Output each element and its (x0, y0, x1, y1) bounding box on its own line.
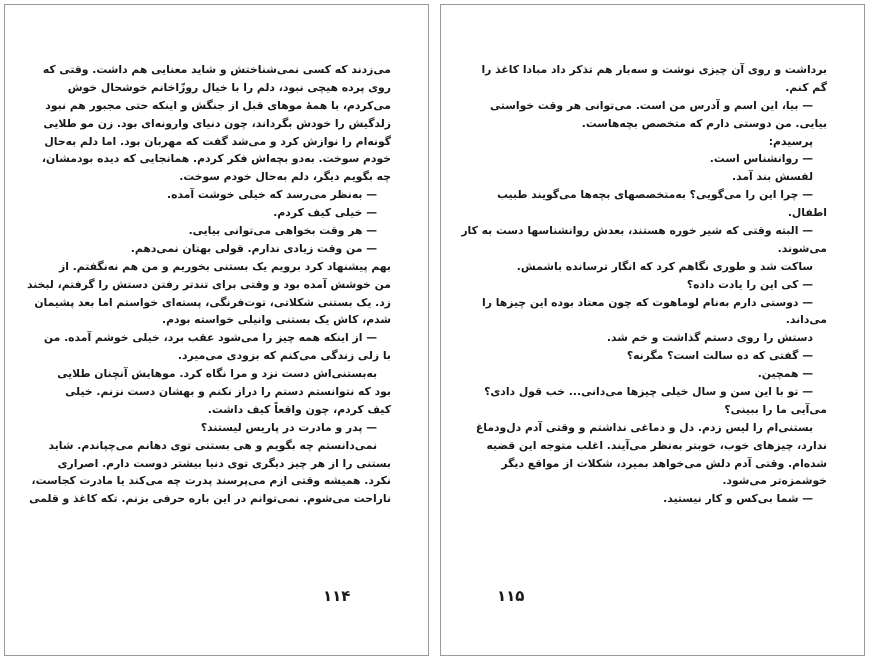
text-line: نکرد. همیشه وقتی ازم می‌پرسند پدرت چه می‌کند یا مادرت کجاست، (31, 474, 391, 488)
text-line: بود که نتوانستم دستم را دراز نکنم و بهشان دست نزنم. خیلی (65, 385, 391, 399)
text-line: خودم سوخت. به‌دو بچه‌اش فکر کردم. همانجایی که دیده بودمشان، (41, 152, 391, 166)
text-line: برداشت و روی آن چیزی نوشت و سه‌بار هم تذکر داد مبادا کاغذ را (481, 63, 827, 76)
text-line: — البته وقتی که شیر خوره هستند، بعدش روانشناسها دست به کار (461, 224, 813, 238)
text-line: — روانشناس است. (709, 152, 813, 166)
text-line: شده‌ام. وقتی آدم دلش می‌خواهد بمیرد، شکلات از مواقع دیگر (501, 456, 827, 470)
text-line: ساکت شد و طوری نگاهم کرد که انگار ترسانده باشمش. (516, 259, 813, 273)
text-line: — خیلی کیف کردم. (273, 206, 377, 220)
text-line: — دوستی دارم به‌نام لوماهوت که چون معتاد بوده این چیزها را (482, 295, 813, 309)
text-line: می‌داند. (785, 313, 827, 327)
text-line: می‌شوند. (777, 241, 827, 255)
text-line: زلدگیش را خودش بگرداند، چون دنیای وارونه‌ای بود. زن مو طلایی (43, 116, 391, 130)
text-line: — هر وقت بخواهی می‌توانی بیایی. (188, 224, 377, 238)
text-line: می‌کردم، با همهٔ موهای قبل از جنگش و اینکه حتی مجبور هم نبود (45, 98, 391, 112)
text-line: بستنی را از هر چیز دیگری توی دنیا بیشتر دوست دارم. اصراری (57, 456, 391, 470)
text-line: با زلی زندگی می‌کنم که بزودی می‌میرد. (177, 349, 391, 363)
right-book-page (440, 4, 865, 656)
text-line: — چرا این را می‌گویی؟ به‌متخصصهای بچه‌ها می‌گویند طبیب (497, 188, 813, 202)
text-line: کیف کردم، چون واقعاً کیف داشت. (207, 402, 391, 416)
text-line: گونه‌ام را نوازش کرد و می‌شد گفت که مهربان بود. اما دلم به‌حال (44, 134, 391, 148)
text-line: بهم پیشنهاد کرد برویم یک بستنی بخوریم و من هم نه‌نگفتم. از (58, 259, 391, 273)
text-line: — همچین. (757, 367, 813, 381)
text-line: — کی این را یادت داده؟ (686, 277, 813, 291)
text-line: می‌آیی ما را ببینی؟ (724, 402, 827, 416)
text-line: — بیا، این اسم و آدرس من است. می‌توانی هر وقت خواستی (489, 98, 813, 112)
right-page-text (461, 61, 827, 508)
text-line: بیایی. من دوستی دارم که متخصص بچه‌هاست. (581, 116, 827, 130)
text-line: — پدر و مادرت در پاریس لیستند؟ (200, 420, 377, 434)
text-line: دستش را روی دستم گذاشت و خم شد. (606, 331, 813, 345)
text-line: زد. یک بستنی شکلاتی، توت‌فرنگی، پسته‌ای خواستم اما بعد پشیمان (34, 295, 391, 309)
text-line: روی پرده هیچی نبود، دلم را با خیال روزّاخانم خوشحال خوش (67, 80, 391, 94)
text-line: ناراحت می‌شوم. نمی‌توانم در این باره حرفی بزنم. تکه کاغذ و قلمی (29, 492, 391, 506)
text-line: — از اینکه همه چیز را می‌شود عقب برد، خیلی خوشم آمده. من (43, 331, 377, 345)
text-line: نمی‌دانستم چه بگویم و هی بستنی توی دهانم می‌چپاندم. شاید (48, 438, 377, 452)
text-line: — به‌نظر می‌رسد که خیلی خوشت آمده. (167, 188, 377, 202)
right-page-number: ۱۱۵ (497, 587, 525, 605)
left-page-text (26, 61, 391, 508)
text-line: اطفال. (787, 206, 827, 220)
text-line: — من وقت زیادی ندارم. قولی بهتان نمی‌دهم. (130, 241, 377, 255)
text-line: ندارد، چیزهای خوب، خوبتر به‌نظر می‌آیند. اغلب متوجه این قضیه (486, 438, 827, 452)
text-line: — شما بی‌کس و کار نیستید. (663, 492, 813, 506)
left-page-number: ۱۱۴ (323, 587, 351, 605)
text-line: شدم، کاش یک بستنی وانیلی خواسته بودم. (162, 313, 391, 327)
text-line: به‌بستنی‌اش دست نزد و مرا نگاه کرد. موهایش آنچنان طلایی (57, 367, 377, 381)
text-line: بستنی‌ام را لیس زدم. دل و دماغی نداشتم و وقتی آدم دل‌ودماغ (475, 420, 813, 434)
text-line: لفسش بند آمد. (731, 170, 813, 184)
left-book-page (4, 4, 429, 656)
text-line: گم کنم. (785, 80, 827, 94)
text-line: می‌زدند که کسی نمی‌شناختش و شاید معنایی هم داشت. وقتی که (42, 63, 391, 76)
text-line: — گفتی که ده سالت است؟ مگرنه؟ (626, 349, 813, 363)
text-line: خوشمزه‌تر می‌شود. (722, 474, 827, 488)
text-line: چه بگویم دیگر، دلم به‌حال خودم سوخت. (179, 170, 391, 184)
text-line: پرسیدم: (768, 134, 813, 148)
text-line: — تو با این سن و سال خیلی چیزها می‌دانی... خب قول دادی؟ (484, 385, 813, 399)
text-line: من خوشش آمده بود و وقتی برای تندتر رفتن دستش را گرفتم، لبخند (26, 277, 391, 291)
